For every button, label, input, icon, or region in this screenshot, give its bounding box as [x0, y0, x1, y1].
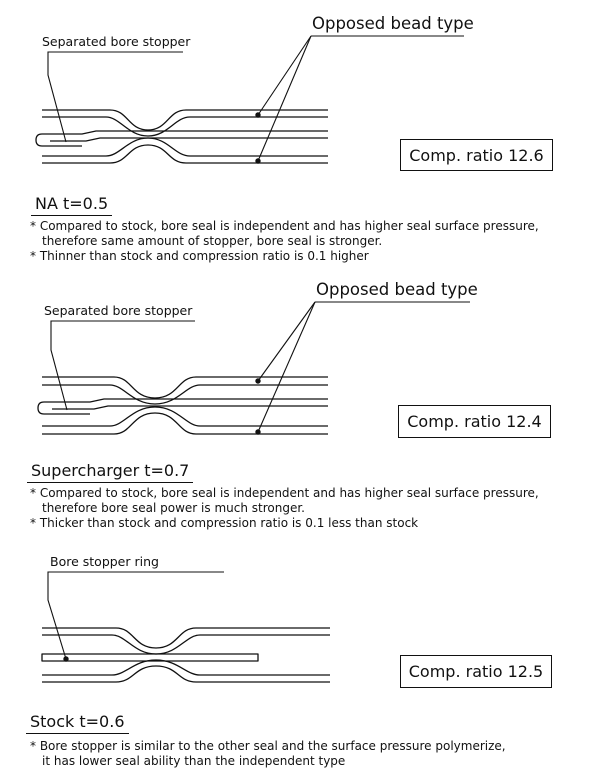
comp-ratio-box-na: Comp. ratio 12.6	[400, 139, 553, 171]
heading-supercharger: Supercharger t=0.7	[27, 461, 193, 483]
note-line-continued: therefore bore seal power is much stronger.	[42, 501, 305, 515]
bead-leader-line-bottom	[258, 302, 315, 432]
gasket-layer-bottom	[42, 407, 328, 434]
bead-marker-top	[255, 378, 260, 383]
notes-stock	[30, 739, 506, 769]
note-line-continued: it has lower seal ability than the independent type	[42, 754, 346, 768]
bead-label: Opposed bead type	[316, 280, 478, 299]
gasket-layer-top	[42, 377, 328, 404]
heading-stock: Stock t=0.6	[26, 712, 129, 734]
gasket-layer-bottom	[42, 138, 328, 163]
stopper-leader-line	[51, 321, 195, 410]
gasket-layer-middle-stopper	[38, 399, 328, 414]
bead-leader-line-top	[258, 36, 311, 115]
comp-ratio-box-stock: Comp. ratio 12.5	[400, 655, 552, 688]
note-line: * Compared to stock, bore seal is independent and has higher seal surface pressure,	[30, 219, 539, 233]
section-stock-drawing	[42, 554, 330, 682]
note-line-continued: therefore same amount of stopper, bore seal is stronger.	[42, 234, 383, 248]
stopper-label: Separated bore stopper	[42, 34, 191, 49]
notes-na	[30, 219, 539, 264]
note-line: * Bore stopper is similar to the other seal and the surface pressure polymerize,	[30, 739, 506, 753]
stopper-marker	[63, 656, 68, 661]
gasket-layer-top	[42, 110, 328, 136]
gasket-layer-top	[42, 628, 330, 654]
note-line: * Thinner than stock and compression ratio is 0.1 higher	[30, 249, 369, 263]
gasket-layer-middle-stopper	[36, 131, 328, 146]
gasket-layer-bottom	[42, 660, 330, 682]
stopper-label: Bore stopper ring	[50, 554, 159, 569]
bead-leader-line-bottom	[258, 36, 311, 161]
note-line: * Thicker than stock and compression ratio is 0.1 less than stock	[30, 516, 419, 530]
stopper-leader-line	[48, 572, 224, 659]
stopper-label: Separated bore stopper	[44, 303, 193, 318]
comp-ratio-box-supercharger: Comp. ratio 12.4	[398, 405, 551, 438]
bead-label: Opposed bead type	[312, 14, 474, 33]
notes-supercharger	[30, 486, 539, 531]
stopper-leader-line	[48, 52, 183, 142]
note-line: * Compared to stock, bore seal is independent and has higher seal surface pressure,	[30, 486, 539, 500]
bead-leader-line-top	[258, 302, 315, 381]
heading-na: NA t=0.5	[31, 194, 112, 216]
